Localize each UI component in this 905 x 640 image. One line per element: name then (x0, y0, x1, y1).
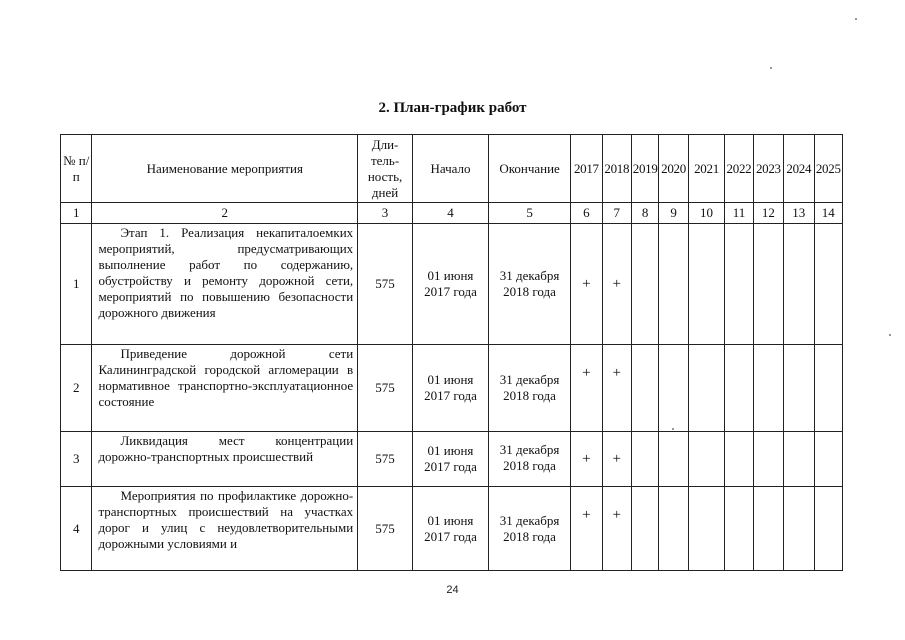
table-row (61, 345, 843, 432)
header-num: № п/п (61, 135, 92, 203)
row-end: 31 декабря 2018 года (489, 224, 571, 345)
header-year: 2018 (602, 135, 631, 203)
column-number: 3 (358, 203, 413, 224)
row-num: 1 (61, 224, 92, 345)
year-mark (659, 432, 688, 487)
row-name (92, 432, 358, 487)
header-year: 2022 (725, 135, 753, 203)
row-num: 3 (61, 432, 92, 487)
row-duration: 575 (358, 432, 413, 487)
year-mark (753, 224, 783, 345)
row-end: 31 декабря 2018 года (489, 345, 571, 432)
row-name-text: Этап 1. Реализация некапиталоемких мероприятий, предусматривающих выполнение работ по содержанию, обустройству и ремонту дорожной сети, мероприятий по повышению безопасности дорожного движения (98, 225, 354, 320)
column-number: 11 (725, 203, 753, 224)
table-row (61, 487, 843, 571)
row-num: 2 (61, 345, 92, 432)
year-mark (753, 432, 783, 487)
year-mark (725, 345, 753, 432)
column-number: 2 (92, 203, 358, 224)
column-number: 7 (602, 203, 631, 224)
year-mark (814, 432, 843, 487)
header-end: Окончание (489, 135, 571, 203)
scan-speck (855, 18, 857, 20)
row-num: 4 (61, 487, 92, 571)
row-end: 31 декабря 2018 года (489, 432, 571, 487)
year-mark (725, 487, 753, 571)
year-mark (631, 224, 658, 345)
year-mark (659, 224, 688, 345)
year-mark (688, 487, 725, 571)
row-duration: 575 (358, 224, 413, 345)
column-number: 12 (753, 203, 783, 224)
column-number: 10 (688, 203, 725, 224)
header-year: 2024 (784, 135, 814, 203)
table-row (61, 432, 843, 487)
row-name (92, 345, 358, 432)
column-number: 4 (412, 203, 488, 224)
column-number: 8 (631, 203, 658, 224)
year-mark (688, 224, 725, 345)
row-name-text: Мероприятия по профилактике дорожно-транспортных происшествий на участках дорог и улиц с неудовлетворительными дорожными условиями и (98, 488, 354, 551)
row-duration: 575 (358, 345, 413, 432)
column-number: 13 (784, 203, 814, 224)
scan-speck (672, 428, 674, 430)
year-mark: + (602, 432, 631, 487)
column-number: 6 (571, 203, 602, 224)
year-mark: + (602, 345, 631, 432)
row-start: 01 июня 2017 года (412, 432, 488, 487)
year-mark (725, 432, 753, 487)
header-year: 2019 (631, 135, 658, 203)
row-name (92, 487, 358, 571)
row-duration: 575 (358, 487, 413, 571)
scan-speck (770, 67, 772, 69)
year-mark (814, 224, 843, 345)
header-name: Наименование мероприятия (92, 135, 358, 203)
year-mark (784, 432, 814, 487)
year-mark (784, 487, 814, 571)
year-mark: + (571, 345, 602, 432)
column-number: 5 (489, 203, 571, 224)
row-end: 31 декабря 2018 года (489, 487, 571, 571)
year-mark: + (571, 487, 602, 571)
year-mark (784, 224, 814, 345)
row-name (92, 224, 358, 345)
year-mark: + (602, 487, 631, 571)
header-year: 2020 (659, 135, 688, 203)
year-mark: + (571, 224, 602, 345)
column-number: 14 (814, 203, 843, 224)
page-title: 2. План-график работ (378, 100, 527, 116)
header-year: 2021 (688, 135, 725, 203)
row-start: 01 июня 2017 года (412, 224, 488, 345)
year-mark (688, 345, 725, 432)
year-mark (753, 345, 783, 432)
year-mark (659, 345, 688, 432)
row-name-text: Ликвидация мест концентрации дорожно-транспортных происшествий (98, 433, 354, 464)
year-mark (725, 224, 753, 345)
year-mark (659, 487, 688, 571)
year-mark (631, 487, 658, 571)
header-year: 2025 (814, 135, 843, 203)
column-number: 1 (61, 203, 92, 224)
row-name-text: Приведение дорожной сети Калининградской городской агломерации в нормативное транспортно-эксплуатационное состояние (98, 346, 354, 409)
header-year: 2023 (753, 135, 783, 203)
year-mark (631, 432, 658, 487)
schedule-table (60, 134, 843, 571)
year-mark (814, 345, 843, 432)
row-start: 01 июня 2017 года (412, 345, 488, 432)
year-mark (688, 432, 725, 487)
row-start: 01 июня 2017 года (412, 487, 488, 571)
header-duration: Дли-тель-ность, дней (358, 135, 413, 203)
year-mark (631, 345, 658, 432)
scan-speck (889, 334, 891, 336)
year-mark: + (602, 224, 631, 345)
year-mark (784, 345, 814, 432)
header-start: Начало (412, 135, 488, 203)
year-mark (753, 487, 783, 571)
year-mark (814, 487, 843, 571)
header-row (61, 135, 843, 203)
column-number-row (61, 203, 843, 224)
year-mark: + (571, 432, 602, 487)
page-number: 24 (446, 584, 459, 596)
table-row (61, 224, 843, 345)
header-year: 2017 (571, 135, 602, 203)
column-number: 9 (659, 203, 688, 224)
